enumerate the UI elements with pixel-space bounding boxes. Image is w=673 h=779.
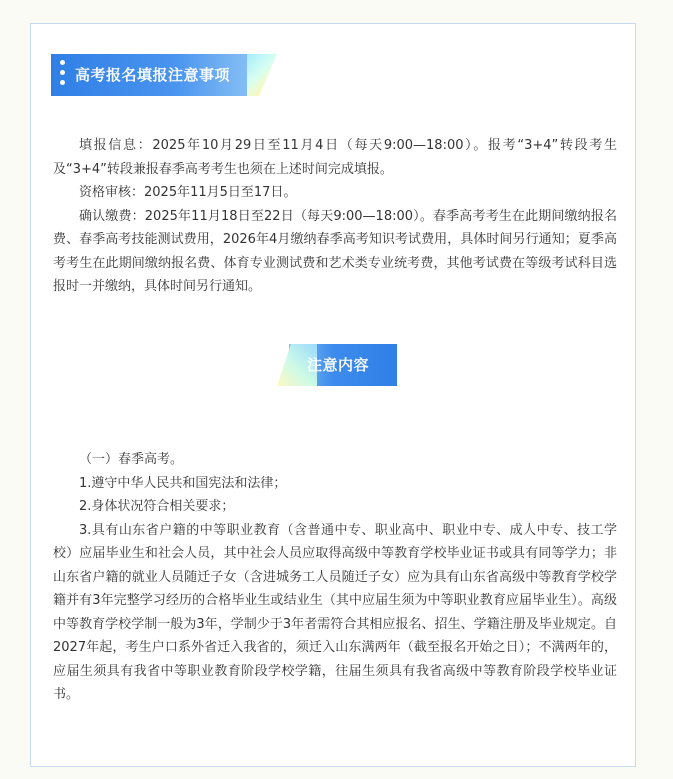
header-decoration	[247, 54, 277, 96]
registration-schedule-text	[53, 134, 617, 299]
dots-icon	[60, 60, 66, 90]
article-card	[30, 23, 636, 767]
paragraph-qualification-review: 资格审核：2025年11月5日至17日。	[79, 185, 297, 200]
paragraph-rule-1: 1.遵守中华人民共和国宪法和法律；	[79, 475, 287, 491]
section-header-notes	[277, 344, 399, 386]
paragraph-rule-3: 3.具有山东省户籍的中等职业教育（含普通中专、职业高中、职业中专、成人中专、技工学校）应届毕业生和社会人员，其中社会人员应取得高级中等教育学校毕业证书或具有同等学力；非山东省户籍的就业人员随迁子女（含进城务工人员随迁子女）应为具有山东省高级中等教育学校学籍并有3年完整学习经历的合格毕业生或结业生（其中应届生须为中等职业教育应届毕业生）。高级中等教育学校学制一般为3年，学制少于3年者需符合其相应报名、招生、学籍注册及毕业规定。自2027年起，考生户口系外省迁入我省的，须迁入山东满两年（截至报名开始之日）；不满两年的，应届生须具有我省中等职业教育阶段学校学籍，往届生须具有我省高级中等教育阶段学校毕业证书。	[53, 522, 617, 702]
section-title: 注意内容	[307, 356, 370, 374]
section-title: 高考报名填报注意事项	[75, 66, 231, 84]
paragraph-spring-exam: （一）春季高考。	[79, 452, 184, 467]
notes-text	[53, 448, 617, 707]
paragraph-rule-2: 2.身体状况符合相关要求；	[79, 499, 235, 514]
section-header-registration	[51, 54, 277, 96]
paragraph-payment: 确认缴费：2025年11月18日至22日（每天9:00—18:00）。春季高考考生在此期间缴纳报名费、春季高考技能测试费用，2026年4月缴纳春季高考知识考试费用，具体时间另行通知；夏季高考考生在此期间缴纳报名费、体育专业测试费和艺术类专业统考费，其他考试费在等级考试科目选报时一并缴纳，具体时间另行通知。	[53, 208, 617, 294]
paragraph-fill-info: 填报信息：2025年10月29日至11月4日（每天9:00—18:00）。报考“3+4”转段考生及“3+4”转段兼报春季高考考生也须在上述时间完成填报。	[53, 138, 617, 177]
